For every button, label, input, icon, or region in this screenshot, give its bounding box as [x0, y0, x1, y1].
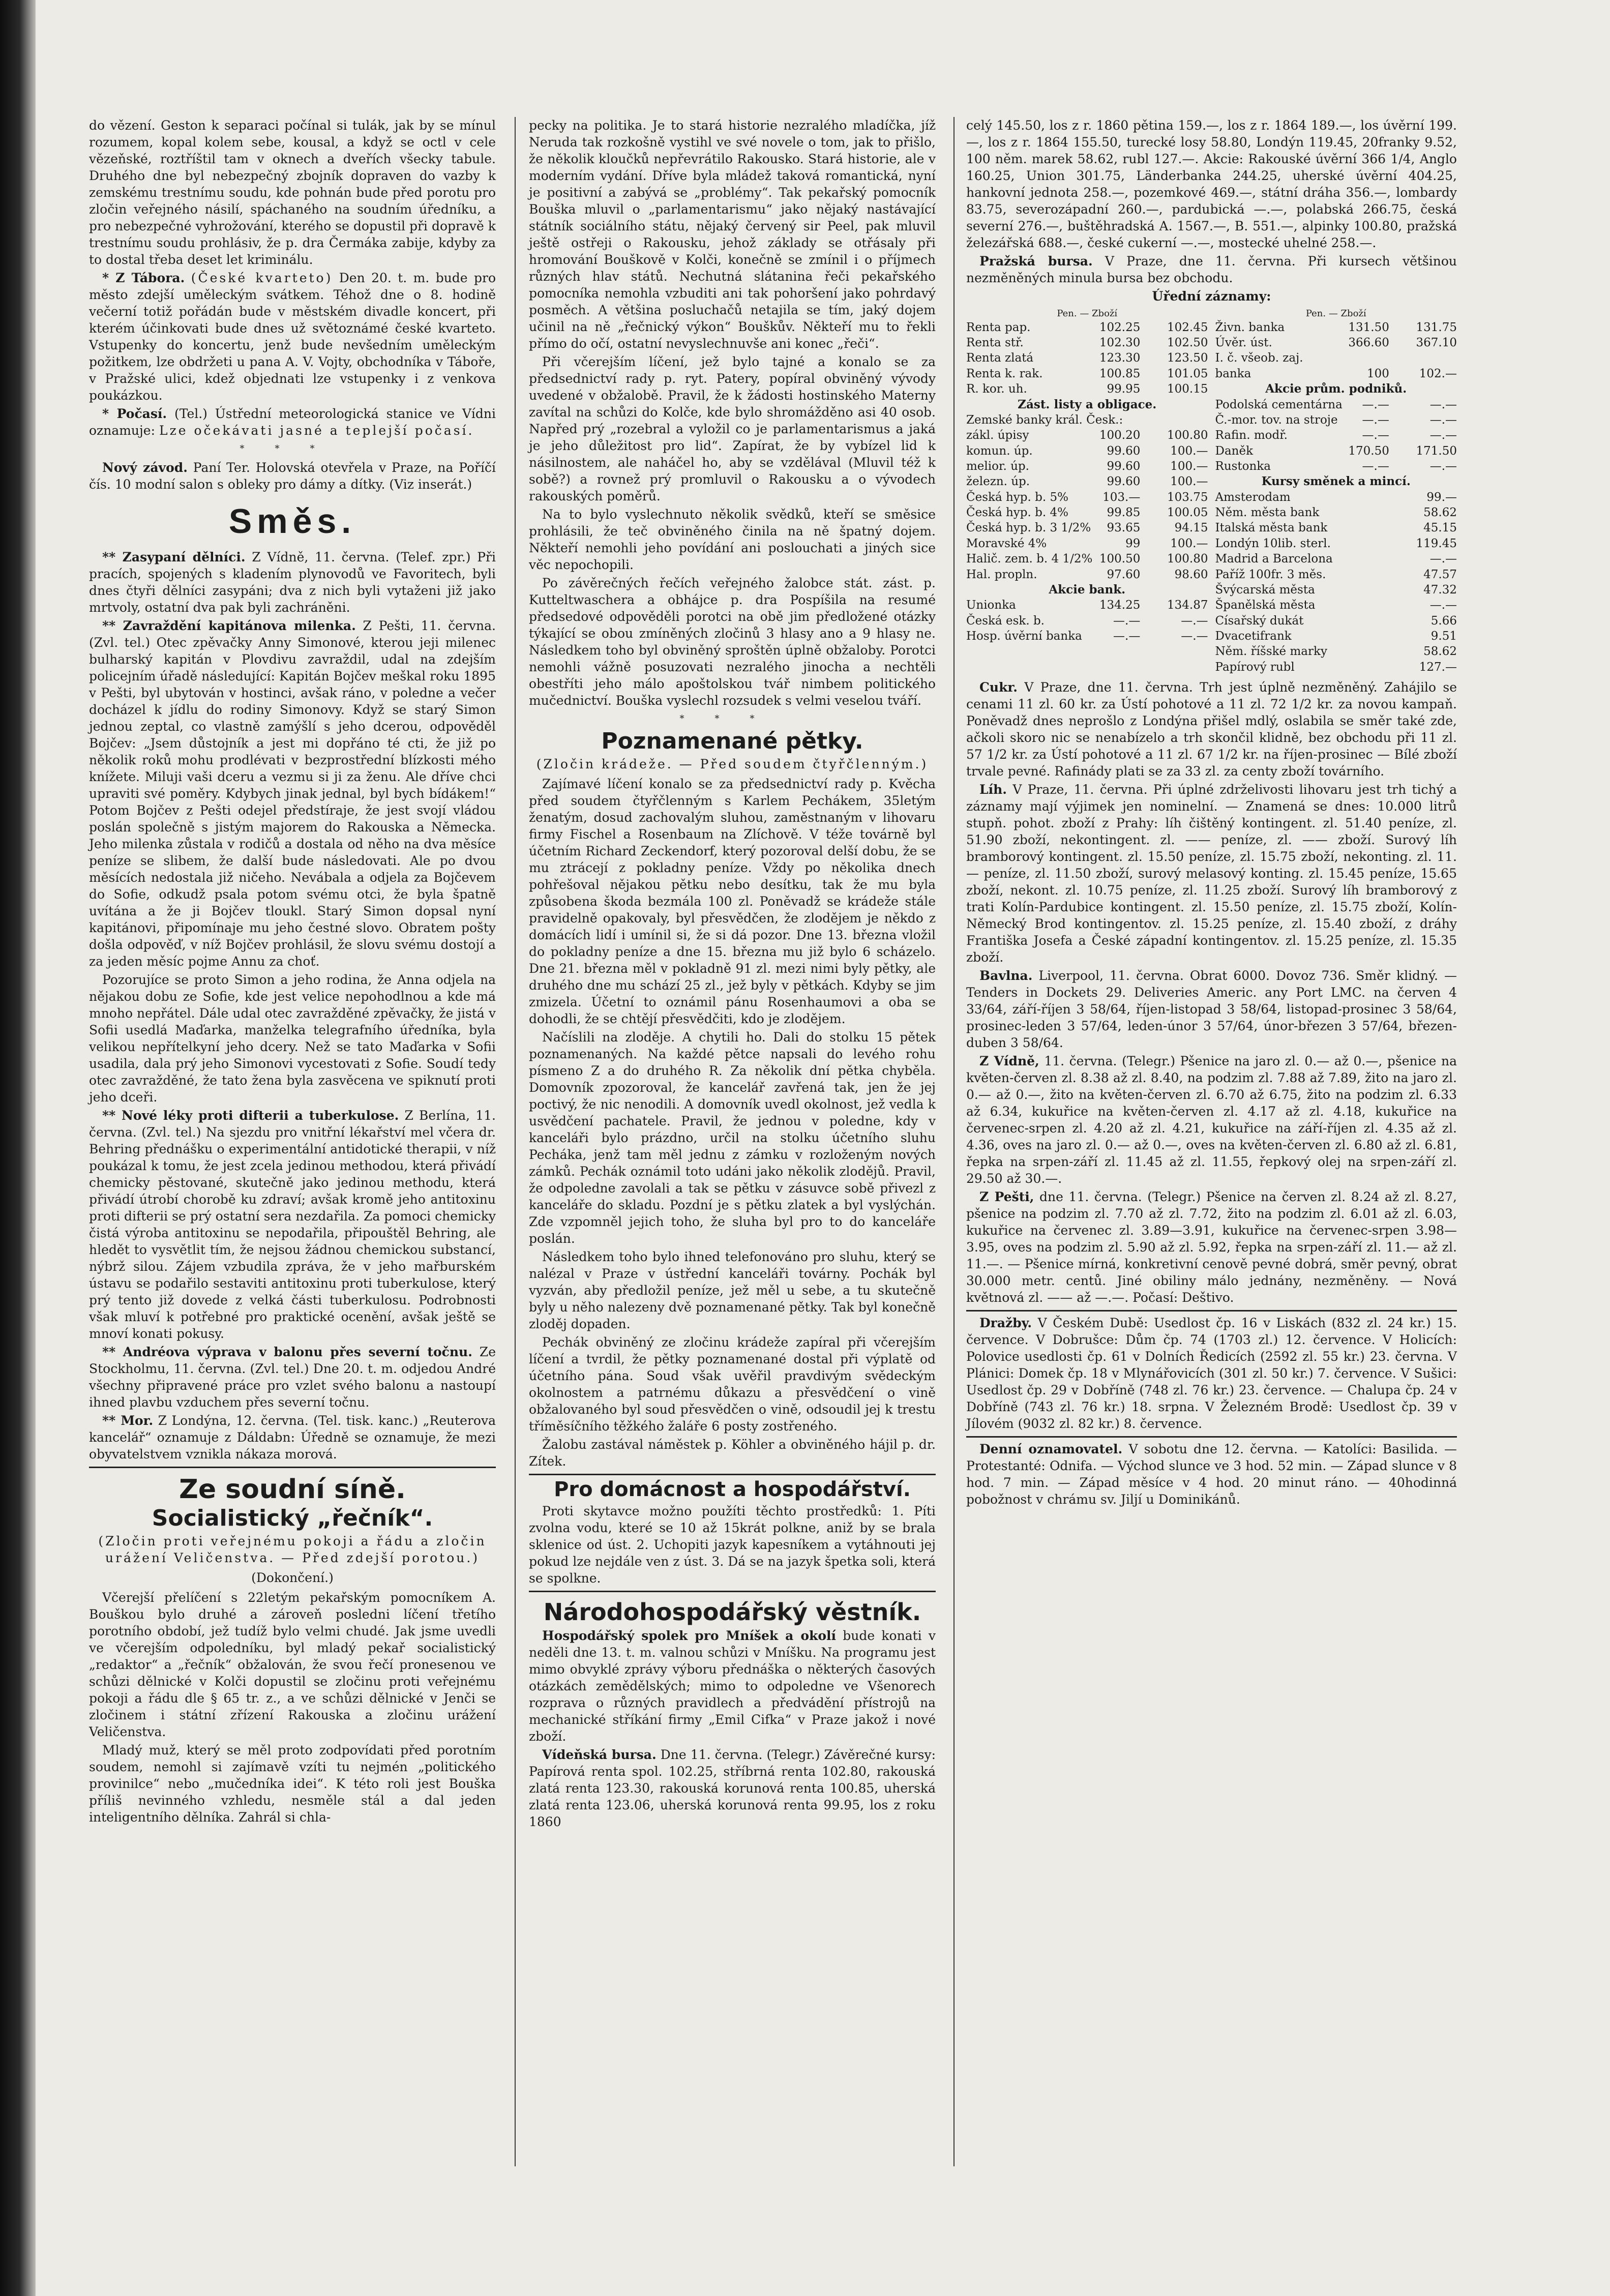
- table-row: [966, 443, 1208, 459]
- table-cell-value: 47.32: [1423, 583, 1457, 597]
- table-cell-value: —.—: [1113, 629, 1141, 643]
- table-cell-value: 123.30: [1099, 351, 1141, 365]
- table-row: [1215, 412, 1457, 428]
- table-cell-name: Něm. říšské marky: [1215, 645, 1327, 659]
- table-cell-value: 101.05: [1167, 367, 1208, 380]
- table-cell-value: —.—: [1181, 614, 1208, 628]
- article-text: Z Londýna, 12. června. (Tel. tisk. kanc.) „Reuterova kancelář“ oznamuje z Dáldabn: Úředně se oznamuje, že mezi obyvatelstvem vznikla nákaza morová.: [89, 1413, 496, 1462]
- table-row: [1215, 644, 1457, 659]
- article-paragraph: [966, 781, 1457, 966]
- table-cell-value: —.—: [1181, 629, 1208, 643]
- table-section-heading: Akcie prům. podniků.: [1265, 382, 1407, 396]
- article-paragraph: do vězení. Geston k separaci počínal si tulák, jak by se mínul rozumem, kopal kolem sebe, kousal, a když se octl v cele vězeňské, roztříštil tam v oknech a dveřích všecky tabule. Druhého dne byl nebezpečný zbojník dopraven do vazby k zemskému trestnímu soudu, kde pohnán bude před porotu pro zločin veřejného násilí, spáchaného na soudním úředníku, a pro nebezpečné vyhrožování, kterého se dopustil při dopravě k trestnímu soudu prohlásiv, že p. dra Čermáka zabije, kdyby za to dostal třeba deset let kriminálu.: [89, 118, 496, 267]
- table-cell-value: 170.50: [1348, 444, 1389, 458]
- article-text: V sobotu dne 12. června. — Katolíci: Basilida. — Protestanté: Odnifa. — Východ slunce ve 3 hod. 52 min. — Západ slunce v 8 hod. 7 min. — Západ měsíce v 4 hod. 20 minut ráno. — 40hodinná pobožnost v chrámu sv. Jiljí u Dominikánů.: [966, 1442, 1457, 1507]
- article-heading: Socialistický „řečník“.: [152, 1505, 433, 1531]
- table-row: [1215, 629, 1457, 644]
- table-cell-value: [1072, 412, 1140, 428]
- table-cell-value: —.—: [1429, 552, 1457, 566]
- table-cell-name: Rustonka: [1215, 459, 1271, 473]
- table-cell-value: 367.10: [1416, 336, 1457, 350]
- bourse-table-left: [966, 308, 1208, 675]
- table-cell-name: Živn. banka: [1215, 320, 1285, 334]
- article-text: bude konati v neděli dne 13. t. m. valnou schůzi v Mníšku. Na programu jest mimo obvyklé zprávy výboru přednáška o některých časových otázkách zemědělských; mimo to odpoledne ve Všenorech rozprava o různých pravidlech a předvádění přístrojů na mechanické stříkání firmy „Emil Cifka“ v Praze jakož i nové zboží.: [529, 1628, 936, 1744]
- table-row: [1215, 397, 1457, 412]
- table-rows: [966, 320, 1208, 397]
- table-cell-value: 171.50: [1416, 444, 1457, 458]
- table-rows: [1215, 490, 1457, 675]
- table-row: [1215, 582, 1457, 598]
- table-cell-name: Paříž 100fr. 3 měs.: [1215, 568, 1326, 581]
- table-row: [1215, 366, 1457, 381]
- table-cell-name: Moravské 4%: [966, 536, 1047, 550]
- table-cell-value: —.—: [1113, 614, 1141, 628]
- article-paragraph: [529, 1627, 936, 1745]
- table-cell-value: 99.60: [1107, 444, 1141, 458]
- article-spaced-text: Lze očekávati jasné a teplejší počasí.: [159, 423, 474, 438]
- table-cell-value: —.—: [1429, 413, 1457, 427]
- table-cell-name: Česká esk. b.: [966, 614, 1045, 628]
- article-paragraph: Následkem toho bylo ihned telefonováno pro sluhu, který se nalézal v Praze v ústřední kanceláři továrny. Pochák byl vyzván, aby předložil peníze, jež měl u sebe, a tu skutečně byly u něho nalezeny dvě poznamenané pětky. Tak byl konečně zloděj dopaden.: [529, 1249, 936, 1332]
- table-cell-value: 99.95: [1107, 382, 1141, 396]
- table-cell-name: Zemské banky král. Česk.:: [966, 413, 1123, 427]
- article-paragraph: Při včerejším líčení, jež bylo tajné a konalo se za předsednictví rady p. ryt. Patery, popíral obviněný vývody uvedené v obžalobě. Pravil, že k žádosti hostinského Materny zavítal na schůzi do Kolče, kde bylo shromážděno asi 40 osob. Napřed prý „rozebral a vyložil co je parlamentarismus a jaká je jeho důležitost pro lid“. Zapírat, že by vybízel lid k násilnostem, ale naháčel ho, aby se vzdělával (Mluvil též k sobě?) a rovnež prý promluvil o Rakousku a o vývodech rakouských poměrů.: [529, 354, 936, 503]
- table-cell-name: Něm. města bank: [1215, 506, 1320, 520]
- table-cell-name: Rafin. modř.: [1215, 429, 1288, 442]
- article-lead: ** Zavraždění kapitánova milenka.: [102, 618, 356, 633]
- table-row: [966, 350, 1208, 366]
- table-cell-name: Daněk: [1215, 444, 1254, 458]
- table-cell-value: 99.85: [1107, 506, 1141, 520]
- article-paragraph: [966, 1188, 1457, 1306]
- article-paragraph: [89, 617, 496, 970]
- table-cell-name: Podolská cementárna: [1215, 398, 1343, 411]
- table-row: [966, 320, 1208, 335]
- table-cell-value: [1389, 350, 1457, 366]
- table-cell-name: I. č. všeob. zaj.: [1215, 351, 1303, 365]
- table-cell-value: 99: [1125, 536, 1141, 550]
- table-cell-value: 131.75: [1416, 320, 1457, 334]
- table-row: [1215, 567, 1457, 582]
- table-cell-name: zákl. úpisy: [966, 429, 1029, 442]
- table-row: [1215, 350, 1457, 366]
- table-cell-name: R. kor. uh.: [966, 382, 1027, 396]
- table-cell-value: 45.15: [1423, 521, 1457, 535]
- table-row: [1215, 551, 1457, 566]
- table-cell-name: Renta k. rak.: [966, 367, 1043, 380]
- article-text: 11. června. (Telegr.) Pšenice na jaro zl. 0.— až 0.—, pšenice na květen-červen zl. 8.38 až zl. 8.40, na podzim zl. 7.88 až 7.89, žito na jaro zl. 0.— až 0.—, žito na květen-červen zl. 6.70 až 6.75, žito na podzim zl. 6.33 až 6.34, kukuřice na květen-červen zl. 4.17 až zl. 4.18, kukuřice na červenec-srpen zl. 4.20 až zl. 4.21, kukuřice na září-říjen zl. 4.35 až zl. 4.36, oves na jaro zl. 0.— až 0.—, oves na květen-červen zl. 6.80 až zl. 6.81, řepka na srpen-září zl. 11.45 až zl. 11.55, řepkový olej na srpen-září zl. 29.50 až 30.—.: [966, 1054, 1457, 1186]
- table-cell-name: Španělská města: [1215, 599, 1316, 612]
- table-cell-name: melior. úp.: [966, 459, 1029, 473]
- table-cell-name: Dvacetifrank: [1215, 629, 1292, 643]
- article-paragraph: [966, 679, 1457, 780]
- table-row: [966, 381, 1208, 397]
- table-cell-value: 102.50: [1167, 336, 1208, 350]
- article-paragraph: Zajímavé líčení konalo se za předsednictví rady p. Kvěcha před soudem čtyřčlenným s Karlem Pechákem, 35letým ženatým, dosud zachovalým sluhou, zaměstnaným v lihovaru firmy Fischel a Rosenbaum na Zlíchově. V téže továrně byl účetním Richard Zeckendorf, který pozoroval delší dobu, že se mu ztrácejí z pokladny peníze. Vždy po několika dnech pohřešoval nějakou pětku nebo desítku, tak že mu byla způsobena škoda bezmála 100 zl. Poněvadž se krádeže stále pravidelně opakovaly, byl přesvědčen, že zlodějem je někdo z domácích lidí i umínil si, že si dá pozor. Dne 13. března vložil do pokladny peníze a dne 15. března mu již bylo 6 scházelo. Dne 21. března měl v pokladně 91 zl. mezi nimi byly pětky, ale druhého dne mu schází 25 zl., jež byly v pětkách. Kdyby se jim zmizela. Účetní to oznámil pánu Rosenhaumovi a oba se dohodli, že se chtějí přesvědčiti, kdo je zlodějem.: [529, 777, 936, 1027]
- separator-stars: ***: [240, 443, 345, 454]
- table-cell-value: 99.—: [1426, 490, 1457, 504]
- article-paragraph: Včerejší přelíčení s 22letým pekařským pomocníkem A. Bouškou bylo druhé a zároveň posledni líčení třetího porotního období, jež tudíž bylo velmi chudé. Jak jsme uvedli ve včerejším odpoledníku, byl mladý pekař socialistický „redaktor“ a „řečník“ obžalován, že svou řečí pronesenou ve schůzi dělnické v Kolči dopustil se zločinu proti veřejnému pokoji a řádu dle § 65 tr. z., a ve schůzi dělnické v Jenči se zločinem i státní zřízení Rakouska a zločinu urážení Veličenstva.: [89, 1590, 496, 1740]
- table-row: [1215, 536, 1457, 551]
- table-cell-value: 102.30: [1099, 336, 1141, 350]
- column-1: [89, 117, 496, 2166]
- table-cell-name: Italská města bank: [1215, 521, 1328, 535]
- table-cell-name: železn. úp.: [966, 475, 1030, 489]
- table-cell-value: 131.50: [1348, 320, 1389, 334]
- table-cell-name: Česká hyp. b. 3 1/2%: [966, 521, 1091, 535]
- table-row: [1215, 335, 1457, 350]
- table-cell-value: 93.65: [1107, 521, 1141, 535]
- table-cell-name: Švýcarská města: [1215, 583, 1315, 597]
- article-text: Liverpool, 11. června. Obrat 6000. Dovoz 736. Směr klidný. — Tenders in Dockets 29. Deliveries Americ. any Port LMC. na červen 4 33/64, září-říjen 3 58/64, říjen-listopad 3 58/64, listopad-prosinec 3 58/64, prosinec-leden 3 57/64, leden-únor 3 57/64, únor-březen 3 57/64, březen-duben 3 58/64.: [966, 968, 1457, 1051]
- article-heading: Poznamenané pětky.: [601, 728, 863, 754]
- table-row: [966, 335, 1208, 350]
- article-text: Ze Stockholmu, 11. června. (Zvl. tel.) Dne 20. t. m. odjedou André všechny připravené práce pro vzlet svého balonu a nastoupí ihned plavbu vzduchem přes severní točnu.: [89, 1344, 496, 1410]
- article-text: V Praze, 11. června. Při úplné zdrželivosti lihovaru jest trh tichý a záznamy mají výjimek jen nominelní. — Znamená se dnes: 10.000 litrů stupň. pohot. zboží z Prahy: líh čištěný kontingent. zl. 51.40 peníze, zl. 51.90 zboží, nekontingent. zl. —— peníze, zl. —— zboží. Surový líh bramborový kontingent. zl. 15.50 peníze, zl. 15.75 zboží, nekonting. zl. 11.— peníze, zl. 11.50 zboží, surový melasový konting. zl. 15.45 peníze, 15.65 zboží, nekont. zl. 10.75 peníze, zl. 11.25 zboží. Surový líh bramborový z trati Kolín-Pardubice kontingent. zl. 15.50 peníze, zl. 15.75 zboží, Kolín-Německý Brod kontingentov. zl. 15.25 peníze, zl. 15.40 zboží, z dráhy Františka Josefa a České západní kontingentov. zl. 15.25 peníze, zl. 15.35 zboží.: [966, 782, 1457, 965]
- table-cell-name: Renta zlatá: [966, 351, 1034, 365]
- table-header: Pen. — Zboží: [1305, 308, 1366, 319]
- table-section-heading: Kursy směnek a mincí.: [1261, 474, 1411, 489]
- table-row: [966, 490, 1208, 505]
- article-text: Z Berlína, 11. června. (Zvl. tel.) Na sjezdu pro vnitřní lékařství mel včera dr. Behring přednášku o experimentální antidotické therapii, v níž poukázal k tomu, že jest zcela jedinou methodou, která přivádí chemicky pěstované, skutečně jako jedinou methodu, která přivádí útrobí chorobě ku zdraví; avšak kromě jeho antitoxinu proti difterii se prý ostatní sera nezdařila. Za pomoci chemicky čistá výroba antitoxinu se nepodařila, připouštěl Behring, ale hledět to vysvětlit tím, že nejsou žádnou chemickou substancí, nýbrž silou. Zájem vzbudila zpráva, že v jeho mařburském ústavu se podařilo sestaviti antitoxinu proti tuberkulose, který prý tento již dovede z velká části tuberkulosu. Podrobnosti však mluví k potřebné pro praktické ocenění, avšak ještě se mnoví konati pokusy.: [89, 1108, 496, 1341]
- article-text: V Praze, dne 11. června. Trh jest úplně nezměněný. Zahájilo se cenami 11 zl. 60 kr. za Ústí pohotové a 11 zl. 72 1/2 kr. za novou kampaň. Poněvadž dnes neprošlo z Londýna přišel mdlý, oslabila se směr také zde, ačkoli skoro nic se nenabízelo a trh skončil klidně, bez obchodu při 11 zl. 57 1/2 kr. za Ústí pohotové a 11 zl. 67 1/2 kr. na říjen-prosinec — Bílé zboží trvale pevné. Rafinády plati se za 33 zl. za centy zboží továrního.: [966, 680, 1457, 779]
- table-cell-name: Papírový rubl: [1215, 660, 1295, 674]
- article-lead: ** Andréova výprava v balonu přes severní točnu.: [102, 1344, 472, 1359]
- table-cell-value: —.—: [1362, 429, 1389, 442]
- table-cell-name: Hosp. úvěrní banka: [966, 629, 1082, 643]
- article-paragraph: [966, 1315, 1457, 1432]
- table-header: Pen. — Zboží: [1057, 308, 1118, 319]
- article-text: Z Vídně, 11. června. (Telef. zpr.) Při pracích, spojených s kladením plynovodů ve Favoritech, byli dnes čtyři dělníci zasypáni; dva z nich byli vytaženi již jako mrtvoly, ostatní dva pak byli zachráněni.: [89, 549, 496, 615]
- table-cell-value: 98.60: [1174, 568, 1208, 581]
- article-paragraph: Na to bylo vyslechnuto několik svědků, kteří se směsice prohlásili, že teč obviněného činila na ně špatný dojem. Někteří nemohli jeho povídání ani poslouchati a jiných sice věc nepochopili.: [529, 507, 936, 572]
- article-lead: * Z Tábora.: [102, 271, 185, 285]
- article-subheading: (Zločin proti veřejnému pokoji a řádu a zločin urážení Veličenstva. — Před zdejší porotou.): [98, 1534, 487, 1566]
- article-paragraph: [89, 270, 496, 404]
- article-paragraph: [89, 1412, 496, 1463]
- article-lead: Bavlna.: [979, 968, 1033, 983]
- table-cell-value: 127.—: [1419, 660, 1457, 674]
- article-continuation: (Dokončení.): [251, 1570, 334, 1586]
- table-cell-value: 119.45: [1416, 536, 1457, 550]
- table-cell-value: 99.60: [1107, 459, 1141, 473]
- table-cell-value: —.—: [1362, 413, 1389, 427]
- article-lead: Nový závod.: [102, 460, 188, 475]
- table-cell-value: 100.20: [1099, 429, 1141, 442]
- article-lead: Z Vídně,: [979, 1054, 1039, 1069]
- section-heading-soud: Ze soudní síně.: [179, 1474, 406, 1505]
- article-text: Z Pešti, 11. června. (Zvl. tel.) Otec zpěvačky Anny Simonové, kterou jeji milenec bulharský kapitán v Plovdivu zavraždil, udal na zdejším policejním úřadě následující: Kapitán Bojčev meškal roku 1895 v Pešti, byl ubytován v hostinci, avšak ráno, v poledne a večer docházel k jídlu do rodiny Simonovy. Když se starý Simon jednou zeptal, co vlastně zamýšlí s jeho dcerou, odpověděl Bojčev: „Jsem důstojník a jest mi dopřáno té cti, že již po několik roků mohu prodlévati v bezprostřední blízkosti mého knížete. Miluji vaši dceru a vezmu si ji za ženu. Ale dříve chci upraviti své poměry. Kdybych jinak jednal, byl bych bídákem!“ Potom Bojčev z Pešti odejel předstíraje, že jest svojí vládou poslán společně s jistým majorem do Rakouska a Německa. Jeho milenka zůstala v rodičů a dostala od něho na dva měsíce peníze se slibem, že další bude následovati. Ale po dvou měsících nedostala již ničeho. Nevábala a odjela za Bojčevem do Sofie, odkudž psala potom svému otci, že byla špatně uvítána a že ji Bojčev tloukl. Starý Simon dopsal nyní kapitánovi, připomínaje mu jeho čestné slovo. Obratem pošty došla odpověď, v níž Bojčev prohlásil, že slovu svému dostojí a za jeden měsíc pojme Annu za choť.: [89, 618, 496, 969]
- table-row: [966, 613, 1208, 629]
- table-cell-value: 5.66: [1430, 614, 1457, 628]
- separator-stars: ***: [679, 713, 785, 724]
- column-2: [529, 117, 936, 2166]
- table-cell-name: Unionka: [966, 599, 1016, 612]
- table-cell-name: Renta stř.: [966, 336, 1024, 350]
- section-divider: [966, 1310, 1457, 1311]
- table-row: [966, 551, 1208, 566]
- table-cell-value: 103.—: [1102, 490, 1141, 504]
- article-paragraph: Pozorujíce se proto Simon a jeho rodina, že Anna odjela na nějakou dobu ze Sofie, kde jest velice nepohodlnou a kde má mnoho nepřátel. Dále udal otec zavražděné zpěvačky, že jistá v Sofii usedlá Maďarka, manželka telegrafního úředníka, byla velikou nepřítelkyní jeho dcery. Než se tato Maďarka v Sofii usadila, dala prý jeho Simonovi vycestovati z Sofie. Soudí tedy otec zavražděné, že tato žena byla zasvěcena ve spiknutí proti jeho dceři.: [89, 972, 496, 1105]
- table-row: [966, 536, 1208, 551]
- table-cell-value: —.—: [1362, 459, 1389, 473]
- table-cell-value: 97.60: [1107, 568, 1141, 581]
- article-lead: Cukr.: [979, 680, 1018, 695]
- table-row: [1215, 660, 1457, 675]
- table-cell-value: 100.05: [1167, 506, 1208, 520]
- column-rule: [953, 117, 955, 2166]
- table-rows: [966, 598, 1208, 644]
- table-cell-name: Česká hyp. b. 4%: [966, 506, 1068, 520]
- table-row: [966, 629, 1208, 644]
- table-cell-value: 100.—: [1170, 459, 1208, 473]
- table-row: [966, 520, 1208, 535]
- bourse-table: [966, 308, 1457, 675]
- article-paragraph: [89, 405, 496, 439]
- article-text: (Tel.) Ústřední meteorologická stanice ve Vídni oznamuje:: [89, 406, 496, 438]
- table-row: [966, 459, 1208, 474]
- article-paragraph: [89, 1107, 496, 1342]
- section-divider: [529, 1474, 936, 1475]
- article-paragraph: Mladý muž, který se měl proto zodpovídati před porotním soudem, nemohl si zajímavě vzíti tu nejmén „politického provinilce“ nebo „mučedníka idei“. K této roli jest Bouška příliš nevinného vzhledu, nesměle stál a dal jeden inteligentního dělníka. Zahrál si chla-: [89, 1743, 496, 1825]
- table-cell-value: 102.25: [1099, 320, 1141, 334]
- article-lead: Dražby.: [979, 1316, 1032, 1331]
- table-cell-value: 102.—: [1419, 367, 1457, 380]
- table-row: [1215, 598, 1457, 613]
- table-cell-name: Amsterodam: [1215, 490, 1291, 504]
- table-row: [966, 412, 1208, 428]
- article-paragraph: Proti skytavce možno použíti těchto prostředků: 1. Píti zvolna vodu, které se 10 až 15krát polkne, aniž by se brala sklenice od úst. 2. Uchopiti jazyk kapesníkem a vytáhnouti jej pokud lze nejdále ven z úst. 3. Dá se na jazyk špetka soli, která se spolkne.: [529, 1504, 936, 1586]
- article-paragraph: [966, 967, 1457, 1051]
- table-row: [966, 366, 1208, 381]
- table-cell-value: 123.50: [1167, 351, 1208, 365]
- table-row: [966, 474, 1208, 489]
- table-cell-value: 100.85: [1099, 367, 1141, 380]
- article-text: dne 11. června. (Telegr.) Pšenice na červen zl. 8.24 až zl. 8.27, pšenice na podzim zl. 7.70 až zl. 7.72, žito na podzim zl. 6.01 až zl. 6.03, kukuřice na červenec zl. 3.89—3.91, kukuřice na červenec-srpen 3.98—3.95, oves na podzim zl. 5.90 až zl. 5.92, řepka na srpen-září zl. 11.— až zl. 11.—. — Pšenice mírná, konkretivní cenově pevné dobrá, směr pevný, obrat 30.000 metr. centů. Jiné obiliny málo jednány, nezměněny. — Nová květnová zl. —— až —.—. Počasí: Deštivo.: [966, 1189, 1457, 1305]
- table-rows: [966, 412, 1208, 582]
- article-lead: Denní oznamovatel.: [979, 1442, 1123, 1457]
- article-subtitle: (České kvarteto): [191, 271, 333, 285]
- article-lead: Pražská bursa.: [979, 254, 1093, 269]
- table-row: [1215, 320, 1457, 335]
- table-cell-value: —.—: [1362, 398, 1389, 411]
- table-cell-value: —.—: [1429, 459, 1457, 473]
- article-lead: Z Pešti,: [979, 1189, 1034, 1205]
- table-row: [966, 598, 1208, 613]
- article-lead: Hospodářský spolek pro Mníšek a okolí: [542, 1628, 837, 1643]
- article-paragraph: [529, 1746, 936, 1830]
- section-heading-smes: Směs.: [228, 501, 356, 541]
- table-cell-value: 100: [1366, 367, 1389, 380]
- page-binding-edge: [0, 0, 36, 2296]
- article-paragraph: Načíslili na zloděje. A chytili ho. Dali do stolku 15 pětek poznamenaných. Na každé pětce napsali do levého rohu písmeno Z a do druhého R. Za několik dní pětka chyběla. Domovník zpozoroval, že kancelář zavřená tak, jen že jej poctivý, že nic nenodili. A domovník uvedl okolnost, jež vedla k usvědčení pachatele. Pravil, že jednou v poledne, kdy v kanceláři bylo prázdno, určil na stolku účetního sluhu Pecháka, jenž tam měl jednu z zámku v rozloženým nových zámků. Pechák oznámil toto udáni jako několik zlodějů. Pravil, že odpoledne zavolali a tak se pětku v zásuvce sobě přivezl z kanceláře do skladu. Pozdní je s pětku zlatek a byl vyslýchán. Zde vzpomněl jejich toho, že sluha byl pro to do kanceláře poslán.: [529, 1030, 936, 1246]
- table-cell-name: Renta pap.: [966, 320, 1031, 334]
- table-cell-name: Česká hyp. b. 5%: [966, 490, 1068, 504]
- article-paragraph: [89, 459, 496, 493]
- table-cell-value: 58.62: [1423, 645, 1457, 659]
- table-cell-value: 366.60: [1348, 336, 1389, 350]
- article-paragraph: celý 145.50, los z r. 1860 pětina 159.—, los z r. 1864 189.—, los úvěrní 199.—, los z r. 1864 155.50, turecké losy 58.80, Londýn 119.45, 20franky 9.52, 100 něm. marek 58.62, rubl 127.—. Akcie: Rakouské úvěrní 366 1/4, Anglo 160.25, Union 301.75, Länderbanka 244.25, uherské úvěrní 404.25, hankovní jednota 258.—, pozemkové 469.—, státní dráha 356.—, lombardy 83.75, severozápadní 260.—, pardubická —.—, polabská 266.75, česká severní 276.—, buštěhradská A. 1567.—, B. 551.—, alpinky 100.80, pražská železářská 688.—, české cukerní —.—, mostecké uhelné 258.—.: [966, 118, 1457, 250]
- article-lead: ** Nové léky proti difterii a tuberkulose.: [102, 1108, 399, 1123]
- table-cell-value: 100.50: [1099, 552, 1141, 566]
- article-lead: Vídeňská bursa.: [542, 1747, 657, 1762]
- article-paragraph: Po závěrečných řečích veřejného žalobce stát. zást. p. Kutteltwaschera a obhájce p. dra Pospíšila na resumé předsedové odpověděli porotci na obě jim předložené otázky týkající se obou zmíněných zločinů 3 hlasy ano a 9 hlasy ne. Následkem toho byl obviněný sproštěn úplně obžaloby. Porotci nemohli vážně posuzovati nezralého jinocha a nechtěli obestříti jeho málo apoštolskou tvář nimbem politického mučednictví. Bouška vyslechl rozsudek s velmi veselou tváří.: [529, 576, 936, 708]
- table-cell-name: komun. úp.: [966, 444, 1033, 458]
- table-section-heading: Zást. listy a obligace.: [1018, 397, 1157, 411]
- section-divider: [529, 1591, 936, 1592]
- table-row: [966, 505, 1208, 520]
- table-cell-name: Halič. zem. b. 4 1/2%: [966, 552, 1093, 566]
- table-cell-value: 9.51: [1430, 629, 1457, 643]
- table-row: [1215, 443, 1457, 459]
- table-cell-value: 58.62: [1423, 506, 1457, 520]
- table-cell-value: 102.45: [1167, 320, 1208, 334]
- article-text: V Praze, dne 11. června. Při kursech většinou nezměněných minula bursa bez obchodu.: [966, 254, 1457, 285]
- table-cell-name: Č.-mor. tov. na stroje: [1215, 413, 1338, 427]
- article-paragraph: [966, 1053, 1457, 1187]
- article-lead: ** Mor.: [102, 1413, 154, 1428]
- table-cell-value: 134.87: [1167, 599, 1208, 612]
- article-lead: * Počasí.: [102, 406, 167, 421]
- section-divider: [966, 1436, 1457, 1438]
- table-cell-value: 100.—: [1170, 536, 1208, 550]
- article-text: V Českém Dubě: Usedlost čp. 16 v Liskách (832 zl. 24 kr.) 15. července. V Dobrušce: Dům čp. 74 (1703 zl.) 12. července. V Holicích: Polovice usedlosti čp. 61 v Dolních Ředicích (2592 zl. 55 kr.) 23. června. V Plánici: Domek čp. 18 v Mlynářovicích (301 zl. 50 kr.) 7. července. V Sušici: Usedlost čp. 29 v Dobříně (748 zl. 76 kr.) 23. července. — Chalupa čp. 24 v Dobříně (743 zl. 76 kr.) 18. srpna. V Železném Brodě: Usedlost čp. 39 v Jílovém (9032 zl. 82 kr.) 8. července.: [966, 1316, 1457, 1432]
- article-lead: Líh.: [979, 782, 1007, 797]
- table-cell-value: 100.80: [1167, 552, 1208, 566]
- article-subheading: (Zločin krádeže. — Před soudem čtyřčlenným.): [536, 757, 929, 772]
- table-row: [1215, 428, 1457, 443]
- article-paragraph: pecky na politika. Je to stará historie nezralého mladíčka, jíž Neruda tak rozkošně vystihl ve své novele o tom, jak to přišlo, že několik kloučků nepřevrátilo Rakousko. Stará historie, ale v moderním vydání. Dříve byla mládež taková romantická, nyní je positivní a zabývá se „problémy“. Tak pekařský pomocník Bouška mluvil o „parlamentarismu“ jako nějaký nastávající státník sociálního státu, nějaký červený sir Peel, pak mluvil ještě ostřeji o Rakousku, jehož základy se otřásaly při hromování Bouškově v Kolči, konečně se zmínil i o příjmech různých hlav států. Nechutná slátanina řeči pekařského pomocníka nemohla vzbuditi ani tak pohoršení jako pohrdavý posměch. A většina posluchačů netajila se tím, jaký dojem učinil na ně „řečnický výkon“ Bouškův. Někteří mu to řekli přímo do očí, ostatní nevyslechnuvše ani konec „řeči“.: [529, 118, 936, 351]
- table-row: [1215, 490, 1457, 505]
- table-cell-value: 100.15: [1167, 382, 1208, 396]
- table-row: [1215, 459, 1457, 474]
- table-row: [1215, 505, 1457, 520]
- table-cell-value: 100.80: [1167, 429, 1208, 442]
- table-cell-name: Hal. propln.: [966, 568, 1037, 581]
- article-paragraph: [89, 549, 496, 616]
- article-paragraph: [966, 1441, 1457, 1508]
- column-3: [966, 117, 1457, 2166]
- table-cell-name: Úvěr. úst.: [1215, 336, 1272, 350]
- article-paragraph: [89, 1344, 496, 1411]
- table-cell-value: —.—: [1429, 398, 1457, 411]
- table-cell-value: 100.—: [1170, 475, 1208, 489]
- section-heading-domacnost: Pro domácnost a hospodářství.: [554, 1478, 911, 1502]
- table-cell-value: [1140, 412, 1208, 428]
- table-cell-name: banka: [1215, 367, 1251, 380]
- article-text: Den 20. t. m. bude pro město zdejší uměleckým svátkem. Téhož dne o 8. hodině večerní totiž pořádán bude v městském divadle koncert, při kterém účinkovati bude dnes už světoznámé české kvarteto. Vstupenky do koncertu, jenž bude nevšedním uměleckým požitkem, lze obdržeti u pana A. V. Vojty, obchodníka v Táboře, v Pražské ulici, kdež objednati lze vstupenky i z venkova poukázkou.: [89, 271, 496, 403]
- table-cell-value: —.—: [1429, 599, 1457, 612]
- article-paragraph: [966, 253, 1457, 286]
- table-row: [1215, 520, 1457, 535]
- table-row: [1215, 613, 1457, 629]
- table-rows: [1215, 397, 1457, 474]
- table-rows: [1215, 320, 1457, 381]
- table-cell-name: Císařský dukát: [1215, 614, 1304, 628]
- table-cell-name: Madrid a Barcelona: [1215, 552, 1333, 566]
- table-cell-value: 47.57: [1423, 568, 1457, 581]
- bourse-table-right: [1215, 308, 1457, 675]
- table-cell-value: 94.15: [1174, 521, 1208, 535]
- table-title: Úřední záznamy:: [1152, 289, 1271, 304]
- table-row: [966, 567, 1208, 582]
- section-divider: [89, 1467, 496, 1468]
- article-paragraph: Pechák obviněný ze zločinu krádeže zapíral při včerejším líčení a tvrdil, že pětky poznamenané dostal při výplatě od účetního pána. Soud však uvěřil pravdivým svědeckým okolnostem a patrnému důkazu a přesvědčení o vině obžalovaného byl soud přesvědčen o vině, odsoudil jej k trestu tříměsíčního těžkého žaláře 6 posty zostřeného.: [529, 1335, 936, 1434]
- section-heading-narodohospodarsky: Národohospodářský věstník.: [543, 1598, 921, 1626]
- table-cell-value: [1322, 350, 1389, 366]
- column-rule: [515, 117, 516, 2166]
- article-text: Dne 11. června. (Telegr.) Závěrečné kursy: Papírová renta spol. 102.25, stříbrná renta 102.80, rakouská zlatá renta 123.30, rakouská korunová renta 100.85, uherská zlatá renta 123.06, uherská korunová renta 99.95, los z roku 1860: [529, 1747, 936, 1829]
- article-lead: ** Zasypaní dělníci.: [102, 549, 246, 564]
- table-cell-value: 100.—: [1170, 444, 1208, 458]
- table-cell-value: 134.25: [1099, 599, 1141, 612]
- article-text: Paní Ter. Holovská otevřela v Praze, na Poříčí čís. 10 modní salon s obleky pro dámy a dítky. (Viz inserát.): [89, 460, 496, 492]
- table-cell-value: —.—: [1429, 429, 1457, 442]
- table-section-heading: Akcie bank.: [1049, 582, 1126, 597]
- table-cell-value: 99.60: [1107, 475, 1141, 489]
- table-cell-name: Londýn 10lib. sterl.: [1215, 536, 1331, 550]
- article-paragraph: Žalobu zastával náměstek p. Köhler a obviněného hájil p. dr. Zítek.: [529, 1437, 936, 1469]
- table-cell-value: 103.75: [1167, 490, 1208, 504]
- table-row: [966, 428, 1208, 443]
